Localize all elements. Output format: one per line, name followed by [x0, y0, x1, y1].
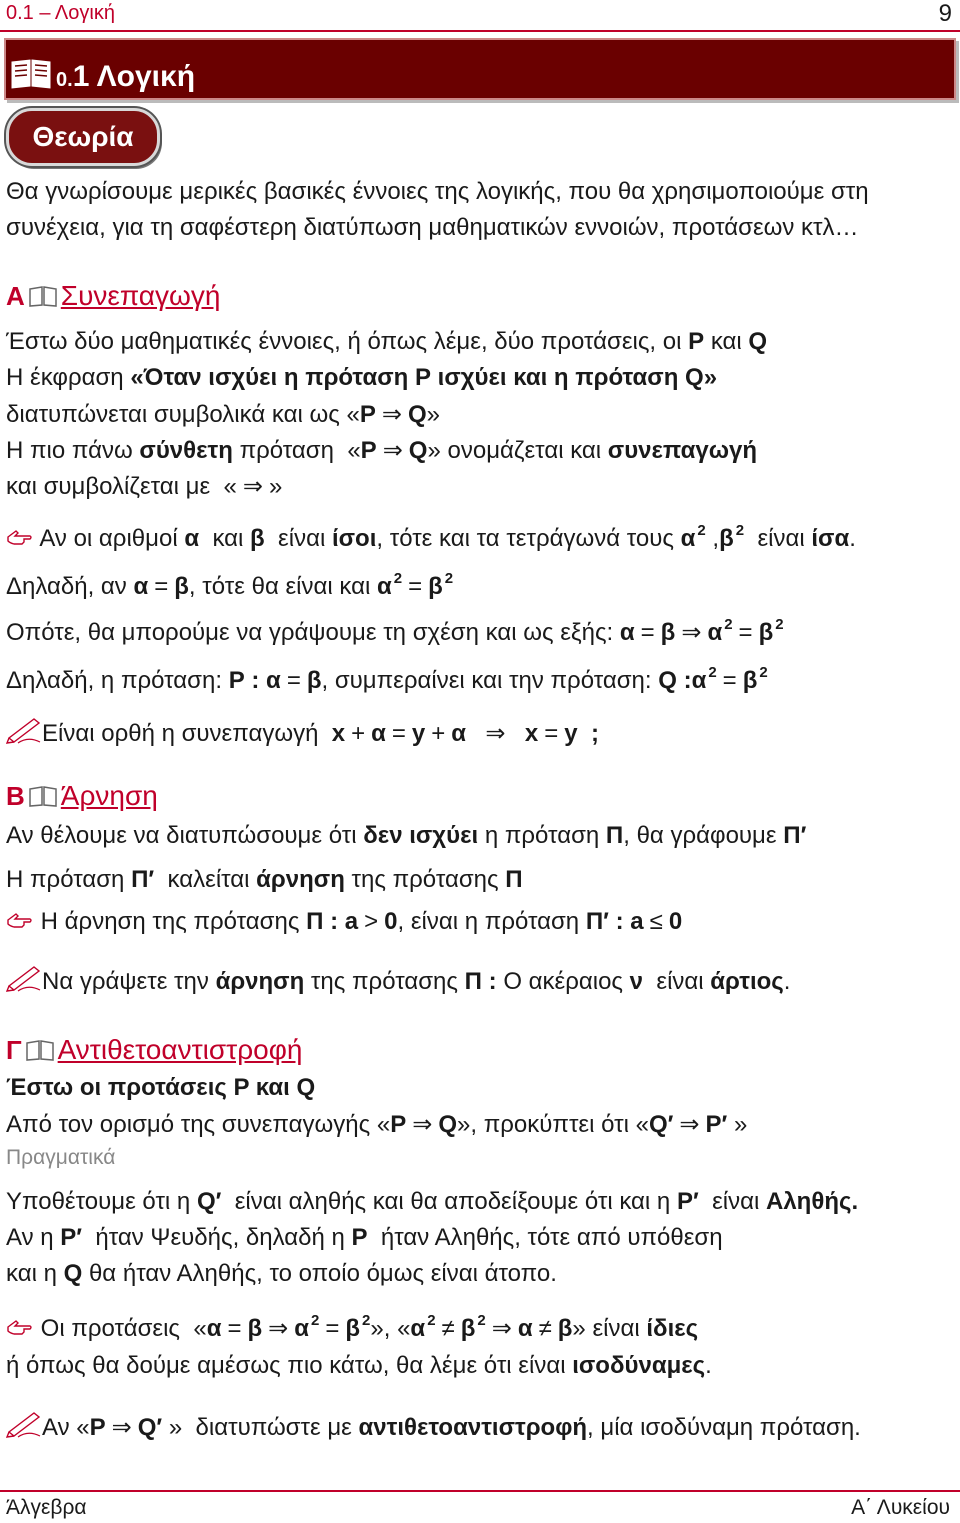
sectionC-example-1: Οι προτάσεις «α = β ⇒ α $^2$ = β $^2$», «α $^2$ ≠ β $^2$ ⇒ α ≠ β» είναι ίδιες: [6, 1312, 698, 1343]
sectionC-line-2: Από τον ορισμό της συνεπαγωγής «P ⇒ Q», προκύπτει ότι «Q′ ⇒ P′ »: [6, 1111, 748, 1138]
pencil-icon: [6, 966, 42, 992]
page-number: 9: [938, 0, 952, 27]
footer-rule: [0, 1490, 960, 1492]
sectionA-question-1: Είναι ορθή η συνεπαγωγή x + α = y + α ⇒ x = y ;: [6, 718, 599, 748]
sectionC-line-5: Αν η P′ ήταν Ψευδής, δηλαδή η P ήταν Αληθής, τότε από υπόθεση: [6, 1224, 723, 1251]
sectionB-example-1: Η άρνηση της πρότασης Π : a > 0, είναι η πρόταση Π′ : a ≤ 0: [6, 908, 682, 936]
sectionA-example-1: Αν οι αριθμοί α και β είναι ίσοι, τότε και τα τετράγωνά τους α $^2$ ,β $^2$ είναι ίσα.: [6, 522, 856, 553]
book-icon: [29, 785, 57, 807]
sectionC-line-1: Έστω οι προτάσεις P και Q: [6, 1074, 316, 1101]
sectionC-line-4: Υποθέτουμε ότι η Q′ είναι αληθής και θα αποδείξουμε ότι και η P′ είναι Αληθής.: [6, 1188, 859, 1215]
footer-right: Α΄ Λυκείου: [851, 1496, 950, 1519]
hand-pointer-icon: [6, 910, 34, 932]
banner-title: 0.1 Λογική: [56, 60, 196, 93]
sectionC-line-8: ή όπως θα δούμε αμέσως πιο κάτω, θα λέμε ότι είναι ισοδύναμες.: [6, 1352, 712, 1379]
book-icon: [26, 1039, 54, 1061]
sectionA-line-8: Οπότε, θα μπορούμε να γράψουμε τη σχέση και ως εξής: α = β ⇒ α $^2$ = β $^2$: [6, 616, 784, 646]
section-a-heading: Α Συνεπαγωγή: [6, 280, 221, 311]
intro-line-1: Θα γνωρίσουμε μερικές βασικές έννοιες της λογικής, που θα χρησιμοποιούμε στη: [6, 178, 869, 205]
sectionA-line-3: διατυπώνεται συμβολικά και ως «P ⇒ Q»: [6, 401, 440, 428]
header-chapter: 0.1 – Λογική: [6, 2, 115, 24]
running-header: [6, 2, 115, 25]
sectionA-line-9: Δηλαδή, η πρόταση: P : α = β, συμπεραίνει και την πρόταση: Q :α $^2$ = β $^2$: [6, 664, 768, 694]
hand-pointer-icon: [6, 1317, 34, 1339]
footer-left: Άλγεβρα: [6, 1496, 87, 1519]
pencil-icon: [6, 1412, 42, 1438]
hand-pointer-icon: [6, 527, 34, 549]
pencil-icon: [6, 718, 42, 744]
sectionB-question-1: Να γράψετε την άρνηση της πρότασης Π : Ο ακέραιος ν είναι άρτιος.: [6, 966, 790, 996]
section-c-heading: Γ Αντιθετοαντιστροφή: [6, 1034, 303, 1065]
sectionA-line-7: Δηλαδή, αν α = β, τότε θα είναι και α $^2$ = β $^2$: [6, 570, 454, 600]
theory-pill: Θεωρία: [6, 108, 160, 166]
book-icon: [10, 56, 52, 90]
sectionC-pragmatika: Πραγματικά: [6, 1146, 116, 1169]
sectionA-line-1: Έστω δύο μαθηματικές έννοιες, ή όπως λέμε, δύο προτάσεις, οι P και Q: [6, 328, 768, 355]
section-b-heading: Β Άρνηση: [6, 780, 158, 811]
sectionC-question-1: Αν «P ⇒ Q′ » διατυπώστε με αντιθετοαντιστροφή, μία ισοδύναμη πρόταση.: [6, 1412, 861, 1442]
sectionB-line-2: Η πρόταση Π′ καλείται άρνηση της πρότασης Π: [6, 866, 523, 893]
header-rule: [0, 30, 960, 32]
sectionC-line-6: και η Q θα ήταν Αληθής, το οποίο όμως είναι άτοπο.: [6, 1260, 557, 1287]
intro-line-2: συνέχεια, για τη σαφέστερη διατύπωση μαθηματικών εννοιών, προτάσεων κτλ…: [6, 214, 859, 241]
sectionA-line-2: Η έκφραση «Όταν ισχύει η πρόταση P ισχύει και η πρόταση Q»: [6, 364, 718, 391]
sectionA-line-5: και συμβολίζεται με « ⇒ »: [6, 473, 283, 500]
sectionA-line-4: Η πιο πάνω σύνθετη πρόταση «P ⇒ Q» ονομάζεται και συνεπαγωγή: [6, 437, 757, 464]
book-icon: [29, 285, 57, 307]
sectionB-line-1: Αν θέλουμε να διατυπώσουμε ότι δεν ισχύει η πρόταση Π, θα γράφουμε Π′: [6, 822, 807, 849]
